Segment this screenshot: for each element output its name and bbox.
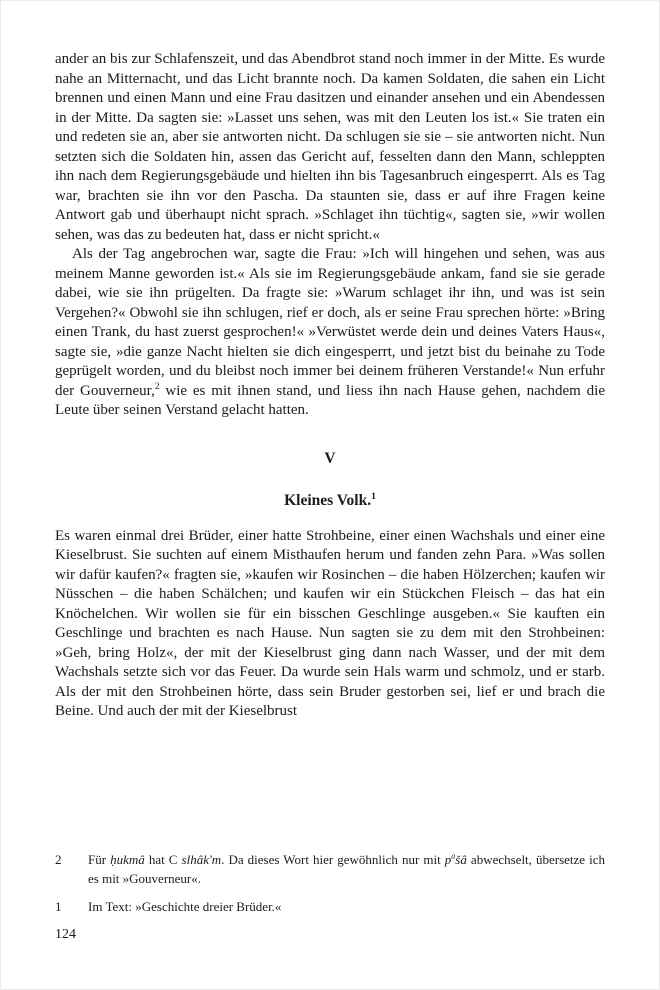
- transliterated-term: [445, 852, 467, 867]
- text-run: Als der Tag angebrochen war, sagte die Frau: »Ich will hingehen und sehen, was aus meinem Manne geworden ist.« Als sie im Regierungsgebäude ankam, fand sie sie gerade dabei, wie sie ihn prügelten. Da fragte sie: »Warum schlaget ihr ihn, und was ist sein Vergehen?« Obwohl sie ihn schlugen, rief er doch, als er seine Frau sprechen hörte: »Bring einen Trank, du hast zuerst gesprochen!« »Verwüstet werde dein und deines Vaters Haus«, sagte sie, »die ganze Nacht hielten sie dich eingesperrt, und jetzt bist du beinahe zu Tode geprügelt worden, und du bleibst noch immer bei deinem früheren Verstande!« Nun erfuhr der Gouverneur,: [55, 246, 605, 399]
- superscript-letter: a: [451, 851, 456, 861]
- footnote-2: [55, 851, 605, 888]
- body-paragraph: ander an bis zur Schlafenszeit, und das Abendbrot stand noch immer in der Mitte. Es wurde nahe an Mitternacht, und das Licht brannte noch. Da kamen Soldaten, die sahen ein Licht brennen und einen Mann und eine Frau dasitzen und einander ansehen und ein Abendessen in der Mitte. Da sagten sie: »Lasset uns sehen, was mit den Leuten los ist.« Sie traten ein und redeten sie an, aber sie antworten nicht. Da schlugen sie sie – sie antworten nicht. Nun setzten sich die Soldaten hin, assen das Gericht auf, fesselten dann den Mann, schleppten ihn nach dem Regierungsgebäude und hielten ihn bis Tagesanbruch eingesperrt. Als es Tag war, brachten sie ihn vor den Pascha. Da staunten sie, dass er auf ihre Fragen keine Antwort gab und überhaupt nicht sprach. »Schlaget ihn tüchtig«, sagten sie, »wir wollen sehen, was das zu bedeuten hat, dass er nicht spricht.«: [55, 51, 605, 243]
- text-run: šâ: [455, 852, 467, 867]
- story-title: [55, 491, 605, 511]
- chapter-numeral: V: [324, 449, 336, 467]
- text-run: wie es mit ihnen stand, und liess ihn nach Hause gehen, nachdem die Leute über seinen Verstand gelacht hatten.: [55, 382, 605, 418]
- body-paragraph: [55, 245, 605, 421]
- footnote-ref-1: 1: [371, 490, 376, 502]
- story-paragraph: Es waren einmal drei Brüder, einer hatte Strohbeine, einer einen Wachshals und einer eine Kieselbrust. Sie suchten auf einem Misthaufen herum und fanden zehn Para. »Was sollen wir dafür kaufen?« fragten sie, »kaufen wir Rosinchen – die haben Hölzerchen; kaufen wir Nüsschen – die haben Schälchen; und kaufen wir ein Stückchen Fleisch – das hat ein Knöchelchen. Wir wollen sie für ein bisschen Geschlinge ausgeben.« Sie kauften ein Geschlinge und brachten es nach Hause. Nun sagten sie zu dem mit den Strohbeinen: »Geh, bring Holz«, der mit der Kieselbrust ging dann nach Wasser, und der mit dem Wachshals setzte sich vor das Feuer. Da wurde sein Hals warm und schmolz, und er starb. Als der mit den Strohbeinen hörte, dass sein Bruder gestorben sei, lief er und brach die Beine. Und auch der mit der Kieselbrust: [55, 527, 605, 719]
- text-run: Für: [88, 852, 111, 867]
- footnote-marker: 1: [55, 899, 62, 914]
- footnotes-block: [55, 851, 605, 917]
- footnote-ref-2: 2: [154, 381, 160, 392]
- text-run: abwechselt, übersetze ich es mit »Gouverneur«.: [88, 852, 606, 886]
- main-text-block: [55, 50, 605, 722]
- text-run: p: [444, 852, 452, 867]
- footnote-text: [88, 851, 605, 888]
- story-title-text: Kleines Volk.: [284, 491, 372, 509]
- transliterated-term: ḥukmâ: [110, 852, 145, 867]
- footnote-marker: 2: [55, 852, 62, 867]
- text-run: hat C: [144, 852, 182, 867]
- transliterated-term: slhâk'm: [181, 852, 222, 867]
- page-number: 124: [55, 927, 76, 942]
- footnote-text: Im Text: »Geschichte dreier Brüder.«: [88, 899, 282, 914]
- footnote-1: [55, 898, 605, 917]
- text-run: . Da dieses Wort hier gewöhnlich nur mit: [221, 852, 445, 867]
